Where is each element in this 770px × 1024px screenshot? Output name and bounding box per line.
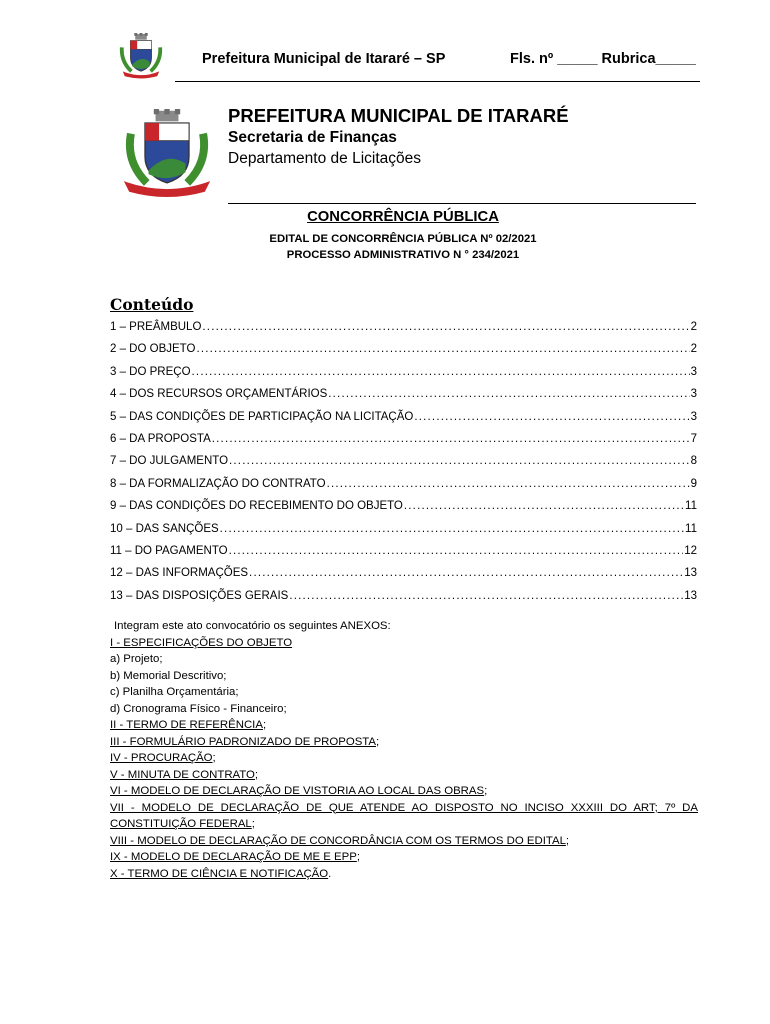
letterhead-divider [228,203,696,204]
header-municipality: Prefeitura Municipal de Itararé – SP [202,51,446,67]
annex-item [110,734,698,751]
coat-of-arms-icon [117,33,165,79]
toc-item-page: 2 [690,343,697,356]
annex-separator: ; [212,752,216,764]
toc-item[interactable] [110,518,697,540]
annex-title: III - FORMULÁRIO PADRONIZADO DE PROPOSTA [110,735,377,748]
toc-item-page: 8 [690,455,697,468]
toc-item-page: 12 [684,544,697,557]
annex-title: IX - MODELO DE DECLARAÇÃO DE ME E EPP [110,851,357,863]
toc-leader [202,316,689,338]
toc-item-page: 13 [684,567,697,580]
toc-item[interactable] [110,585,697,607]
toc-leader [229,540,684,562]
annex-subitem: d) Cronograma Físico - Financeiro; [110,702,287,715]
toc-leader [196,338,689,360]
annex-item [110,717,698,734]
annex-separator: ; [251,818,255,830]
toc-item-page: 9 [690,477,697,490]
annex-item [110,635,698,652]
toc-item-label: 13 – DAS DISPOSIÇÕES GERAIS [110,589,289,602]
toc-heading: Conteúdo [110,295,194,314]
toc-item-page: 11 [685,500,697,513]
annex-separator: ; [254,768,259,781]
toc-item-label: 8 – DA FORMALIZAÇÃO DO CONTRATO [110,477,326,490]
annex-separator: ; [356,851,361,863]
annex-separator: . [328,867,332,880]
annex-separator: ; [484,785,488,797]
toc-item-label: 12 – DAS INFORMAÇÕES [110,567,249,580]
annex-title: IV - PROCURAÇÃO [110,752,213,764]
toc-item[interactable] [110,473,697,495]
toc-item-label: 3 – DO PREÇO [110,365,191,378]
annex-subitem: a) Projeto; [110,653,163,665]
annex-separator: ; [376,735,380,748]
toc-leader [404,495,684,517]
annex-subitem: c) Planilha Orçamentária; [110,686,239,698]
toc-leader [414,406,689,428]
toc-item[interactable] [110,450,697,472]
document-title: CONCORRÊNCIA PÚBLICA [307,209,499,225]
coat-of-arms-icon [118,109,216,197]
annex-separator: ; [565,834,570,847]
annex-item [110,750,698,767]
toc-leader [220,518,684,540]
annex-item [110,800,698,833]
header-divider [175,81,700,82]
toc-item-label: 6 – DA PROPOSTA [110,432,211,445]
toc-leader [192,361,690,383]
toc-item-page: 11 [685,522,697,535]
annex-intro: Integram este ato convocatório os seguintes ANEXOS: [114,620,391,632]
toc-item[interactable] [110,316,697,338]
toc-item-label: 2 – DO OBJETO [110,343,196,356]
toc-item[interactable] [110,540,697,562]
toc-item-label: 4 – DOS RECURSOS ORÇAMENTÁRIOS [110,388,328,401]
toc-item[interactable] [110,495,697,517]
toc-item-label: 7 – DO JULGAMENTO [110,455,229,468]
org-title: PREFEITURA MUNICIPAL DE ITARARÉ [228,105,569,126]
annex-title: VII - MODELO DE DECLARAÇÃO DE QUE ATENDE AO DISPOSTO NO INCISO XXXIII DO ART; 7º DA CONSTITUIÇÃO FEDERAL [110,801,698,830]
annex-separator: ; [262,719,267,731]
toc-item-label: 11 – DO PAGAMENTO [110,544,228,557]
toc-item-page: 3 [690,410,697,423]
toc-item-page: 2 [690,321,697,333]
annex-title: V - MINUTA DE CONTRATO [110,768,255,781]
toc-item-label: 1 – PREÂMBULO [110,321,202,333]
edital-number: EDITAL DE CONCORRÊNCIA PÚBLICA Nº 02/2021 [269,233,537,245]
annex-title: VIII - MODELO DE DECLARAÇÃO DE CONCORDÂNCIA COM OS TERMOS DO EDITAL [110,834,566,847]
annex-item [110,866,698,883]
toc-item[interactable] [110,338,697,360]
process-number: PROCESSO ADMINISTRATIVO N ° 234/2021 [286,249,520,261]
toc-leader [229,450,690,472]
annex-item [110,833,698,850]
toc-item-page: 3 [690,365,697,378]
annex-item [110,767,698,784]
header-page-field: Fls. nº _____ Rubrica_____ [510,51,696,67]
toc-leader [249,562,683,584]
toc-item-page: 3 [690,388,697,401]
toc-item-label: 10 – DAS SANÇÕES [110,522,219,535]
toc-item[interactable] [110,406,697,428]
toc-item[interactable] [110,428,697,450]
annex-title: X - TERMO DE CIÊNCIA E NOTIFICAÇÃO [110,867,329,880]
toc-item[interactable] [110,361,697,383]
table-of-contents [110,316,697,607]
annex-item [110,849,698,866]
toc-leader [328,383,689,405]
org-secretariat: Secretaria de Finanças [228,129,397,146]
toc-item[interactable] [110,562,697,584]
annex-item [110,783,698,800]
toc-leader [289,585,683,607]
annex-subitem: b) Memorial Descritivo; [110,669,227,682]
toc-item-label: 9 – DAS CONDIÇÕES DO RECEBIMENTO DO OBJETO [110,500,403,513]
toc-item-page: 7 [690,432,697,445]
annex-list [110,618,698,882]
toc-item-page: 13 [684,589,697,602]
toc-item-label: 5 – DAS CONDIÇÕES DE PARTICIPAÇÃO NA LICITAÇÃO [110,410,414,423]
annex-title: VI - MODELO DE DECLARAÇÃO DE VISTORIA AO LOCAL DAS OBRAS [110,785,485,797]
toc-leader [327,473,690,495]
annex-title: II - TERMO DE REFERÊNCIA [110,719,263,731]
toc-item[interactable] [110,383,697,405]
toc-leader [212,428,690,450]
annex-title: I - ESPECIFICAÇÕES DO OBJETO [110,636,293,649]
org-department: Departamento de Licitações [228,150,422,167]
